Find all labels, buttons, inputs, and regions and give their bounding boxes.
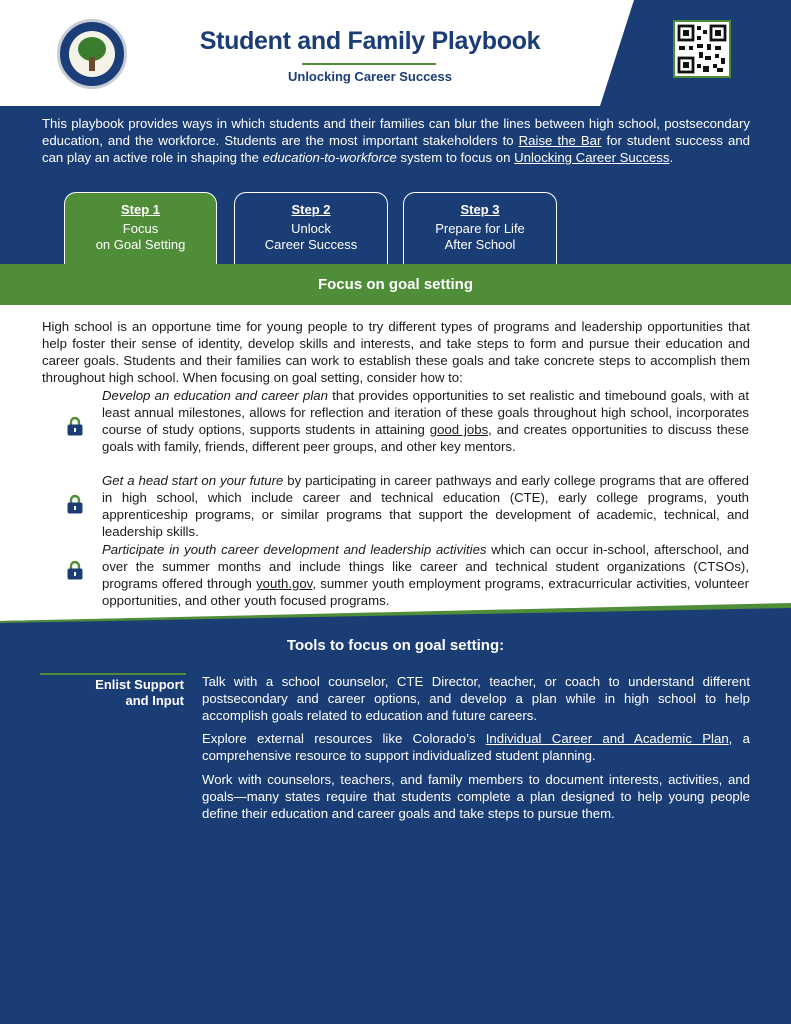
tool-paragraph: Work with counselors, teachers, and family members to document interests, activities, and goals—many states require that students complete a plan designed to help young people define their education and career goals and take steps to pursue them. [202, 772, 750, 821]
unlocking-career-success-link[interactable]: Unlocking Career Success [514, 150, 670, 165]
intro-italic-text: education-to-workforce [262, 150, 397, 165]
tool-text: Explore external resources like Colorado’s [202, 731, 486, 746]
tab-label-line: After School [444, 237, 516, 252]
good-jobs-link[interactable]: good jobs [429, 422, 489, 437]
tab-step-number: Step 1 [120, 202, 160, 217]
section-divider-swoosh [0, 600, 791, 624]
youth-gov-link[interactable]: youth.gov [256, 576, 313, 591]
page-title: Student and Family Playbook [199, 27, 541, 55]
goal-item-text: which can occur in-school, afterschool, and over the summer months and include things like career and technical student organizations (CTSOs), programs offered through [102, 542, 749, 591]
page-header [0, 0, 791, 106]
lock-icon [66, 560, 84, 580]
goal-item-text: , and creates opportunities to discuss these goals with family, friends, different peer groups, and other key mentors. [102, 422, 750, 454]
tab-step-2[interactable] [234, 192, 388, 266]
lead-paragraph: High school is an opportune time for young people to try different types of programs and leadership opportunities that help foster their sense of identity, develop skills and interests, and take steps to form and pursue their education and career goals. Students and their families can work to establish these goals and take concrete steps to accomplish them throughout high school. When focusing on goal setting, consider how to: [42, 319, 750, 385]
intro-text: This playbook provides ways in which students and their families can blur the lines between high school, postsecondary education, and the workforce. Students are the most important stakeholders to [42, 116, 750, 148]
tool-text: , a comprehensive resource to support individualized student planning. [202, 731, 750, 763]
goal-item-italic: Get a head start on your future [102, 473, 284, 488]
intro-text: for student success and can play an active role in shaping the [42, 133, 750, 165]
intro-paragraph [42, 115, 750, 166]
section-title: Focus on goal setting [317, 276, 473, 293]
seal-emblem [69, 31, 115, 77]
lock-icon [66, 416, 84, 436]
page-subtitle: Unlocking Career Success [287, 69, 453, 84]
goal-item-text: that provides opportunities to set realistic and timebound goals, with at least annual milestones, allows for reflection and iteration of these goals throughout high school, incorporates course of study options, supports students in attaining [102, 388, 749, 437]
qr-code-icon[interactable] [673, 20, 731, 78]
title-underline [302, 63, 436, 65]
tab-label [404, 221, 556, 253]
tab-label-line: on Goal Setting [95, 237, 186, 252]
tab-label-line: Prepare for Life [435, 221, 525, 236]
goal-item-text: by participating in career pathways and early college programs that are offered in high school, which include career and technical education (CTE), early college programs, youth apprenticeship programs, or similar programs that support the development of academic, technical, and leadership skills. [102, 473, 749, 539]
goal-item [102, 541, 749, 609]
tool-paragraph: Talk with a school counselor, CTE Director, teacher, or coach to understand different postsecondary and career options, and develop a plan while in high school to help accomplish goals related to education and future careers. [202, 674, 750, 723]
lock-icon [66, 494, 84, 514]
goal-item-italic: Develop an education and career plan [102, 388, 328, 403]
tab-label-line: Focus [122, 221, 159, 236]
tab-step-3[interactable] [403, 192, 557, 266]
tab-step-1[interactable] [64, 192, 217, 266]
seal-trunk [89, 57, 95, 71]
tab-label-line: Unlock [291, 221, 331, 236]
side-label-line: Enlist Support [95, 677, 184, 692]
enlist-support-label [40, 677, 184, 709]
tab-label [235, 221, 387, 253]
goal-item-italic: Participate in youth career development and leadership activities [102, 542, 487, 557]
icap-link[interactable]: Individual Career and Academic Plan [485, 731, 729, 746]
intro-text: system to focus on [396, 150, 515, 165]
intro-text: . [669, 150, 674, 165]
raise-the-bar-link[interactable]: Raise the Bar [518, 133, 602, 148]
goal-item-text: , summer youth employment programs, extracurricular activities, volunteer opportunities, and other youth focused programs. [102, 576, 749, 608]
goal-setting-content [0, 305, 791, 621]
goal-item [102, 387, 749, 455]
side-label-rule [40, 673, 186, 675]
tab-step-number: Step 2 [291, 202, 331, 217]
section-title-bar [0, 264, 791, 305]
side-label-line: and Input [125, 693, 184, 708]
tab-label [65, 221, 216, 253]
tab-label-line: Career Success [264, 237, 358, 252]
tab-step-number: Step 3 [460, 202, 500, 217]
tools-title: Tools to focus on goal setting: [286, 637, 505, 654]
tool-paragraph [202, 730, 750, 764]
department-seal-logo [57, 19, 127, 89]
goal-item [102, 472, 749, 540]
